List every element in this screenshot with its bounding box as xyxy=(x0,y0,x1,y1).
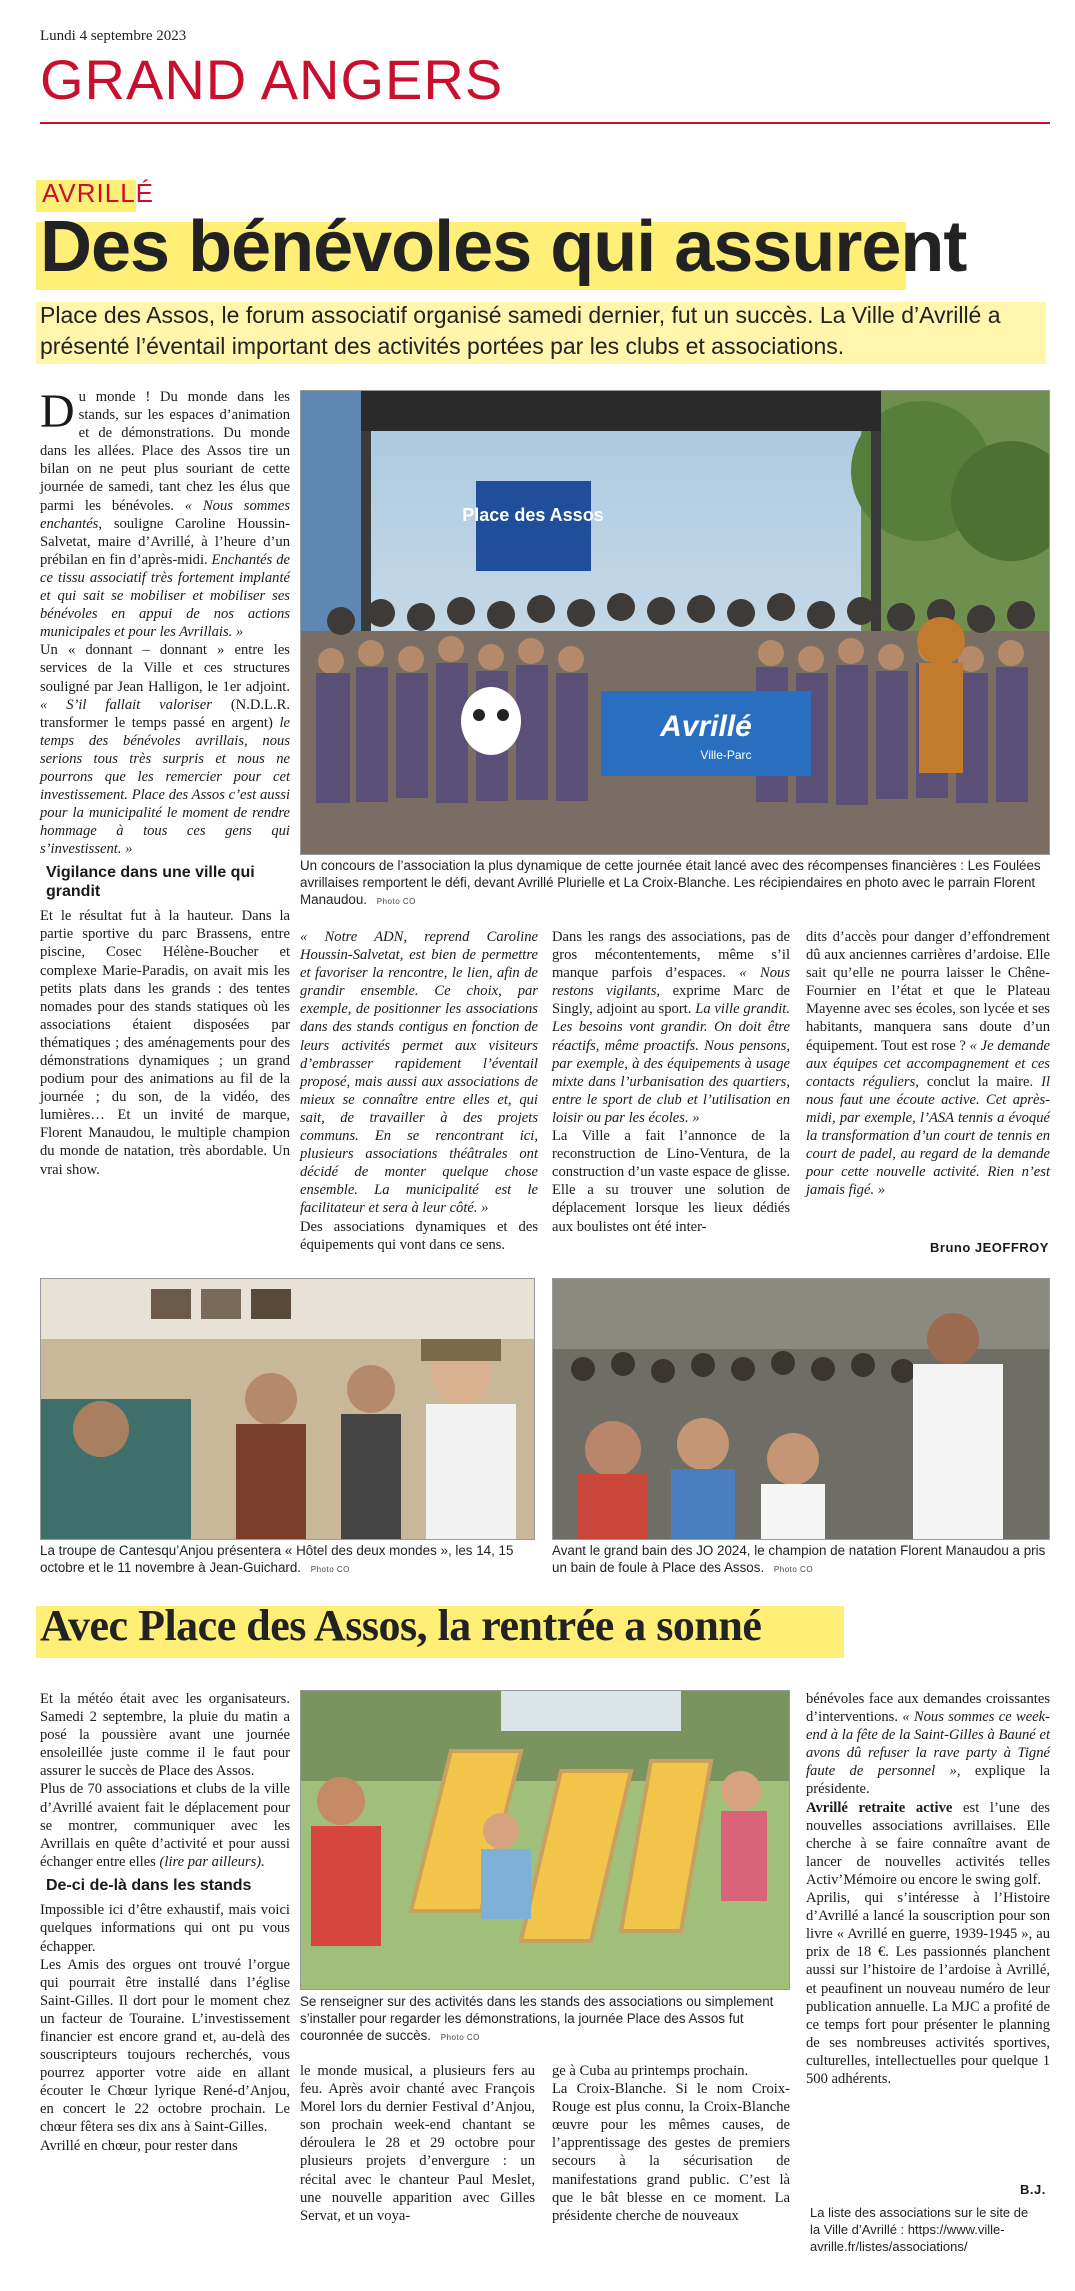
article1-column-2 xyxy=(300,928,538,1254)
stage-sign: Place des Assos xyxy=(462,505,604,525)
paragraph-text: Des associations dynamiques et des équipements qui vont dans ce sens. xyxy=(300,1218,538,1253)
paragraph-text: souligne Caroline Houssin-Salvetat, maire d’Avrillé, à l’heure d’un prébilan en fin d’après-midi. xyxy=(40,515,290,568)
article2-signature: B.J. xyxy=(1020,2182,1046,2197)
deckchair-photo xyxy=(300,1690,790,1990)
article-standfirst: Place des Assos, le forum associatif organisé samedi dernier, fut un succès. La Ville d’Avrillé a présenté l’éventail important des activités portées par les clubs et associations. xyxy=(40,302,1001,360)
paragraph-text: Les Amis des orgues ont trouvé l’orgue qui pourrait être installé dans l’église Saint-Gilles. Il dort pour le moment chez un facteur de Touraine. L’investissement financier est encore grand et, au-delà des souscripteurs toujours recherchés, vous pourrez apporter votre aide en allant écouter le Chœur lyrique René-d’Anjou, en concert le 22 octobre prochain. Le chœur fêtera ses dix ans à Saint-Gilles. xyxy=(40,1956,290,2136)
theatre-photo-caption xyxy=(40,1542,535,1576)
theatre-photo-illustration xyxy=(41,1279,535,1540)
article2-column-1 xyxy=(40,1690,290,2155)
banner-text: Avrillé xyxy=(660,710,752,743)
paragraph-text: exprime Marc de Singly, adjoint au sport. xyxy=(552,983,790,1018)
monkey-mascot xyxy=(917,617,965,665)
paragraph-text: conclut la maire. xyxy=(926,1073,1034,1090)
article2-column-4 xyxy=(806,1690,1050,2088)
paragraph-text: Et le résultat fut à la hauteur. Dans la partie sportive du parc Brassens, entre piscine, Cosec Hélène-Boucher et complexe Marie-Paradis, on avait mis les petits plats dans les grands : des tentes nomades pour des stands statiques où les associations étaient disposées par thématiques ; des aménagements pour des démonstrations dynamiques ; un grand podium pour des animations au fil de la journée ; du son, de la vidéo, des lumières… Et un invité de marque, Florent Manaudou, le multiple champion du monde de natation, très abordable. Un vrai show. xyxy=(40,908,290,1178)
article-headline: Des bénévoles qui assurent xyxy=(40,207,967,287)
quote-text: le temps des bénévoles avrillais, nous serions tous très surpris et nous ne pourrons que les remercier pour cet investissement. Place des Assos c’est aussi pour la municipalité le moment de rendre hommage à tous ces gens qui s’investissent. » xyxy=(40,714,290,858)
quote-text: est bien de permettre et favoriser la rencontre, le lien, afin de grandir ensemble. Ce choix, par exemple, de positionner les associations dans des stands contigus en fonction de leurs activités permet aux visiteurs d’embrasser rapidement l’éventail proposé, mais aussi aux associations de mieux se connaître entre elles et, qui sait, de travailler à des projets communs. En se rencontrant ici, plusieurs associations théâtrales ont décidé de monter quelque chose ensemble. La municipalité est le facilitateur et sera à leur côté. » xyxy=(300,947,538,1217)
photo-credit: Photo CO xyxy=(310,1565,350,1575)
paragraph-text: explique la présidente. xyxy=(806,1763,1051,1798)
article2-column-3 xyxy=(552,2062,790,2225)
article1-column-3 xyxy=(552,928,790,1236)
paragraph-text: Plus de 70 associations et clubs de la ville d’Avrillé avaient fait le déplacement pour se montrer, communiquer avec les Avrillais en quête d’activité et pour aussi échanger entre elles xyxy=(40,1781,290,1870)
aside-reference: (lire par ailleurs). xyxy=(159,1853,265,1870)
photo-credit: Photo CO xyxy=(440,2033,480,2043)
deckchair-photo-illustration xyxy=(301,1691,790,1990)
quote-text: « Nous restons vigilants, xyxy=(552,965,790,1000)
section-rubric: GRAND ANGERS xyxy=(40,48,504,111)
theatre-troupe-photo xyxy=(40,1278,535,1540)
paragraph-text: est l’une des nouvelles associations avrillaises. Elle cherche à se faire connaître avant de lancer de nouvelles activités telles Activ’Mémoire ou encore le swing golf. xyxy=(806,1799,1050,1888)
subheading: Vigilance dans une ville qui grandit xyxy=(46,864,255,900)
caption-text: Un concours de l’association la plus dynamique de cette journée était lancé avec des récompenses financières : Les Foulées avrillaises remportent le défi, devant Avrillé Plurielle et La Croix-Blanche. Les récipiendaires en photo avec le parrain Florent Manaudou. xyxy=(300,858,1041,908)
rubric-rule xyxy=(40,122,1050,124)
paragraph-text: Aprilis, qui s’intéresse à l’Histoire d’Avrillé a lancé la souscription pour son livre « Avrillé en guerre, 1939-1945 », au prix de 18 €. Les passionnés planchent aussi sur l’histoire de l’ardoise à Avrillé, et peaufinent un nouveau numéro de leur publication annuelle. La MJC a profité de ce temps fort pour présenter le planning de ses nombreuses activités sportives, culturelles, intellectuelles pour quelque 1 500 adhérents. xyxy=(806,1890,1050,2087)
page-date: Lundi 4 septembre 2023 xyxy=(40,28,187,44)
manaudou-photo-illustration xyxy=(553,1279,1050,1540)
quote-text: Il nous faut une écoute active. Cet après-midi, par exemple, l’ASA tennis a évoqué la transformation d’un court de tennis en court de padel, au regard de la demande pour cette nouvelle activité. Rien n’est jamais figé. » xyxy=(806,1073,1050,1199)
association-name: Avrillé retraite active xyxy=(806,1799,953,1816)
paragraph-text: le monde musical, a plusieurs fers au feu. Après avoir chanté avec François Morel lors du dernier Festival d’Anjou, son prochain week-end chantant se déroulera le 28 et 29 octobre pour plusieurs projets d’envergure : un récital avec le chanteur Paul Meslet, une nouvelle apparition avec Gilles Servat, et un voya- xyxy=(300,2063,535,2224)
quote-text: « Nous sommes ce week-end à la fête de la Saint-Gilles à Bauné et avons dû refuser la rave party à Tigné faute de personnel », xyxy=(806,1709,1050,1780)
quote-text: La ville grandit. Les besoins vont grandir. On doit être réactifs, même proactifs. Nous pensons, par exemple, à des équipements à usage mixte dans l’urbanisation des quartiers, entre le sport de club et l’utilisation en loisir ou par les écoles. » xyxy=(552,1001,790,1126)
manaudou-photo xyxy=(552,1278,1050,1540)
caption-text: La troupe de Cantesqu’Anjou présentera « Hôtel des deux mondes », les 14, 15 octobre et le 11 novembre à Jean-Guichard. xyxy=(40,1543,514,1576)
subheading: De-ci de-là dans les stands xyxy=(46,1876,252,1894)
associations-link-box: La liste des associations sur le site de la Ville d’Avrillé : https://www.ville-avrille.fr/listes/associations/ xyxy=(810,2205,1029,2254)
article2-column-2 xyxy=(300,2062,535,2225)
article1-column-1 xyxy=(40,385,290,1179)
panda-mascot xyxy=(461,687,521,755)
deckchair-photo-caption xyxy=(300,1993,790,2044)
main-photo xyxy=(300,390,1050,855)
article2-headline: Avec Place des Assos, la rentrée a sonné xyxy=(40,1601,762,1650)
paragraph-text: Dans les rangs des associations, pas de gros mécontentements, même s’il manque parfois d’espaces. xyxy=(552,929,790,982)
photo-credit: Photo CO xyxy=(376,897,416,907)
caption-text: Se renseigner sur des activités dans les stands des associations ou simplement s’installer pour regarder les démonstrations, la journée Place des Assos fut couronnée de succès. xyxy=(300,1994,774,2044)
paragraph-text: u monde ! Du monde dans les stands, sur les espaces d’animation et de démonstrations. Du monde dans les allées. Place des Assos tire un bilan on ne peut plus souriant de cette journée de samedi, tant chez les élus que parmi les bénévoles. xyxy=(40,389,290,514)
quote-text: « Notre ADN, reprend Caroline Houssin-Salvetat, xyxy=(300,929,538,964)
dropcap: D xyxy=(40,385,75,438)
article-kicker: AVRILLÉ xyxy=(42,178,155,208)
quote-text: « Je demande aux équipes cet accompagnement et ces contacts réguliers, xyxy=(806,1037,1050,1090)
quote-text: « S’il fallait valoriser xyxy=(40,696,212,713)
group-photo-illustration xyxy=(301,391,1050,855)
quote-text: Enchantés de ce tissu associatif très fortement implanté et qui sait se mobiliser et mobiliser ses bénévoles en appui de nos actions municipales et pour les Avrillais. » xyxy=(40,551,290,641)
paragraph-text: La Ville a fait l’annonce de la reconstruction de Lino-Ventura, de la construction d’un vaste espace de glisse. Elle a su trouver une solution de déplacement lorsque les lieux dédiés aux boulistes ont été inter- xyxy=(552,1128,790,1235)
main-photo-caption xyxy=(300,857,1050,908)
paragraph-text: Impossible ici d’être exhaustif, mais voici quelques informations qui ont pu vous échapper. xyxy=(40,1902,290,1955)
paragraph-text: Un « donnant – donnant » entre les services de la Ville et ces structures souligné par Jean Halligon, le 1er adjoint. xyxy=(40,642,290,695)
paragraph-text: bénévoles face aux demandes croissantes d’interventions. xyxy=(806,1691,1050,1726)
banner-subtext: Ville-Parc xyxy=(700,748,752,762)
manaudou-photo-caption xyxy=(552,1542,1050,1576)
article1-signature: Bruno JEOFFROY xyxy=(930,1240,1049,1255)
photo-credit: Photo CO xyxy=(773,1565,814,1575)
paragraph-text: dits d’accès pour danger d’effondrement dû aux anciennes carrières d’ardoise. Elle sait qu’elle ne pourra laisser le Chêne-Fournier en l’état et que le Plateau Mayenne avec ses écoles, son lycée et ses habitants, manquera sans doute d’un équipement. Tout est rose ? xyxy=(806,929,1050,1054)
caption-text: Avant le grand bain des JO 2024, le champion de natation Florent Manaudou a pris un bain de foule à Place des Assos. xyxy=(552,1543,1046,1576)
paragraph-text: La Croix-Blanche. Si le nom Croix-Rouge est plus connu, la Croix-Blanche œuvre pour les mêmes causes, de l’apprentissage des gestes de premiers secours à la sécurisation de manifestations grand public. C’est là que le bât blesse en ce moment. La présidente cherche de nouveaux xyxy=(552,2081,790,2224)
paragraph-text: Et la météo était avec les organisateurs. Samedi 2 septembre, la pluie du matin a posé la poussière avant une journée ensoleillée juste comme il le faut pour assurer le succès de Place des Assos. xyxy=(40,1691,290,1780)
paragraph-text: (N.D.L.R. transformer le temps passé en argent) xyxy=(40,696,290,731)
article1-column-4 xyxy=(806,928,1050,1199)
paragraph-text: ge à Cuba au printemps prochain. xyxy=(552,2063,749,2079)
quote-text: « Nous sommes enchantés, xyxy=(40,497,290,532)
paragraph-text: Avrillé en chœur, pour rester dans xyxy=(40,2137,238,2154)
